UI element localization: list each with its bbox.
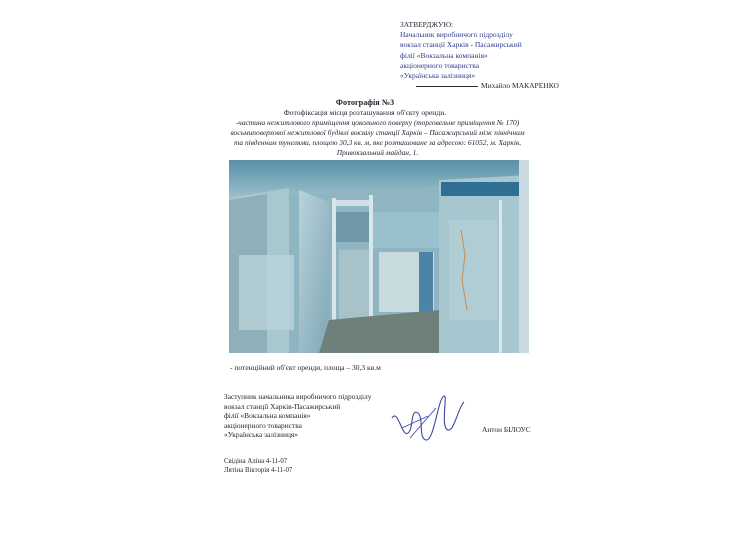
approval-signature-line	[416, 86, 478, 87]
approval-line: «Українська залізниця»	[400, 71, 476, 81]
document-title: Фотографія №3	[335, 98, 395, 107]
approval-line: філії «Вокзальна компанія»	[400, 50, 488, 60]
document-subtitle: Фотофіксація місця розташування об'єкту оренди.	[283, 108, 447, 117]
approval-heading: ЗАТВЕРДЖУЮ:	[400, 20, 454, 29]
signature-drawing	[388, 388, 468, 448]
approval-block	[400, 20, 559, 91]
object-description: -частина нежитлового приміщення цокольного поверху (торговельне приміщення № 170) восьмиповерхової нежитлової будівлі вокзалу станції Харків – Пасажирський між північним та південним тунелями, площею 30,3 кв. м, яке розташоване за адресою: 61052, м. Харків, Привокзальний майдан, 1.	[230, 118, 525, 157]
signatory-line: філії «Вокзальна компанія»	[224, 411, 311, 421]
photo-caption: - потенційний об'єкт оренди, площа – 30,3 кв.м	[230, 363, 381, 372]
signatory-line: «Українська залізниця»	[224, 430, 298, 440]
approval-line: акціонерного товариства	[400, 60, 480, 70]
premises-photo	[229, 160, 529, 353]
contacts-block	[224, 457, 292, 475]
approval-line: вокзал станції Харків - Пасажирський	[400, 40, 522, 50]
contact-line: Свідіна Аліна 4-11-07	[224, 458, 288, 465]
contact-line: Лятіна Вікторія 4-11-07	[224, 467, 293, 474]
signatory-line: акціонерного товариства	[224, 420, 302, 430]
approval-line: Начальник виробничого підрозділу	[400, 30, 513, 40]
approval-name: Михайло МАКАРЕНКО	[481, 81, 559, 91]
signatory-block	[224, 392, 371, 440]
premises-photo-drawing	[229, 160, 529, 353]
signatory-line: Заступник начальника виробничого підрозділу	[224, 392, 372, 401]
signatory-line: вокзал станції Харків-Пасажирський	[224, 401, 341, 411]
signatory-name: Антон БІЛОУС	[482, 425, 531, 434]
handwritten-signature	[388, 388, 468, 453]
